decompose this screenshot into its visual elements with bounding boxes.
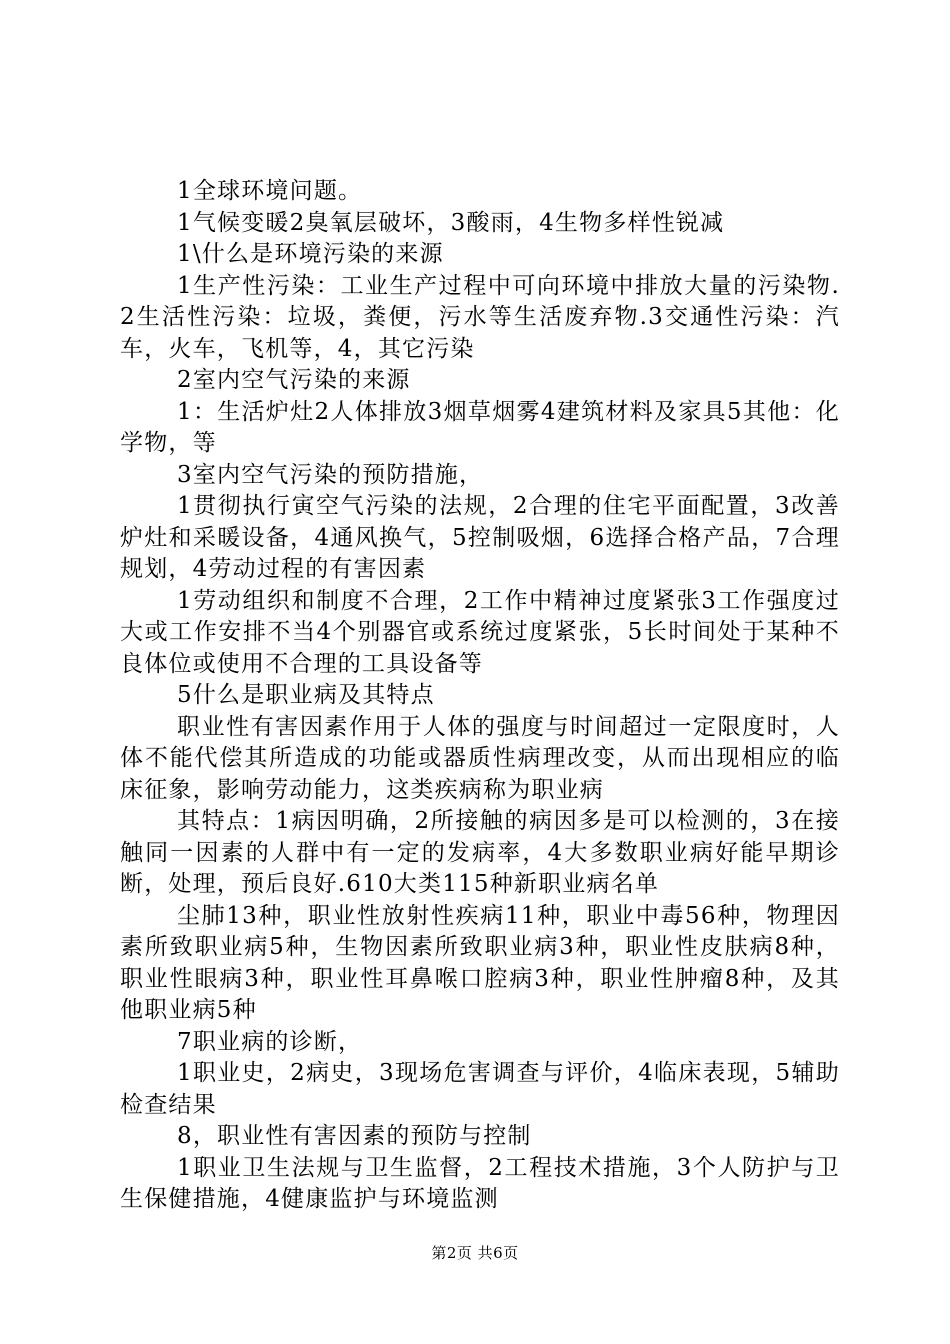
heading-occupational-disease: 5什么是职业病及其特点 [177,682,435,708]
paragraph-pollution-sources: 1生产性污染：工业生产过程中可向环境中排放大量的污染物.2生活性污染：垃圾，粪便，污水等生活废弃物.3交通性污染：汽车，火车，飞机等，4，其它污染 [120,272,840,362]
paragraph-global-issues-list: 1气候变暖2臭氧层破坏，3酸雨，4生物多样性锐减 [177,209,725,236]
paragraph-diagnosis: 1职业史，2病史，3现场危害调查与评价，4临床表现，5辅助检查结果 [120,1060,840,1118]
heading-diagnosis: 7职业病的诊断， [177,1028,363,1055]
page-number-footer: 第2页 共6页 [431,1244,519,1262]
paragraph-occupational-disease-definition: 职业性有害因素作用于人体的强度与时间超过一定限度时，人体不能代偿其所造成的功能或器质性病理改变，从而出现相应的临床征象，影响劳动能力，这类疾病称为职业病 [120,713,840,803]
paragraph-labor-hazards: 1劳动组织和制度不合理，2工作中精神过度紧张3工作强度过大或工作安排不当4个别器官或系统过度紧张，5长时间处于某种不良体位或使用不合理的工具设备等 [120,587,840,677]
heading-pollution-sources: 1\什么是环境污染的来源 [177,241,444,267]
heading-prevention-control: 8，职业性有害因素的预防与控制 [177,1123,532,1149]
paragraph-indoor-air-prevention: 1贯彻执行寅空气污染的法规，2合理的住宅平面配置，3改善炉灶和采暖设备，4通风换气，5控制吸烟，6选择合格产品，7合理规划，4劳动过程的有害因素 [120,493,840,582]
paragraph-occupational-disease-features: 其特点：1病因明确，2所接触的病因多是可以检测的，3在接触同一因素的人群中有一定的发病率，4大多数职业病好能早期诊断，处理，预后良好.610大类115种新职业病名单 [120,808,840,897]
document-body [120,176,840,1216]
paragraph-prevention-control: 1职业卫生法规与卫生监督，2工程技术措施，3个人防护与卫生保健措施，4健康监护与环境监测 [120,1154,840,1212]
heading-indoor-air-sources: 2室内空气污染的来源 [177,367,411,393]
paragraph-indoor-air-sources: 1：生活炉灶2人体排放3烟草烟雾4建筑材料及家具5其他：化学物，等 [120,398,840,456]
heading-global-environment: 1全球环境问题。 [177,178,363,204]
paragraph-occupational-disease-categories: 尘肺13种，职业性放射性疾病11种，职业中毒56种，物理因素所致职业病5种，生物因素所致职业病3种，职业性皮肤病8种，职业性眼病3种，职业性耳鼻喉口腔病3种，职业性肿瘤8种，及其他职业病5种 [120,902,840,1023]
heading-indoor-air-prevention: 3室内空气污染的预防措施， [177,461,484,488]
